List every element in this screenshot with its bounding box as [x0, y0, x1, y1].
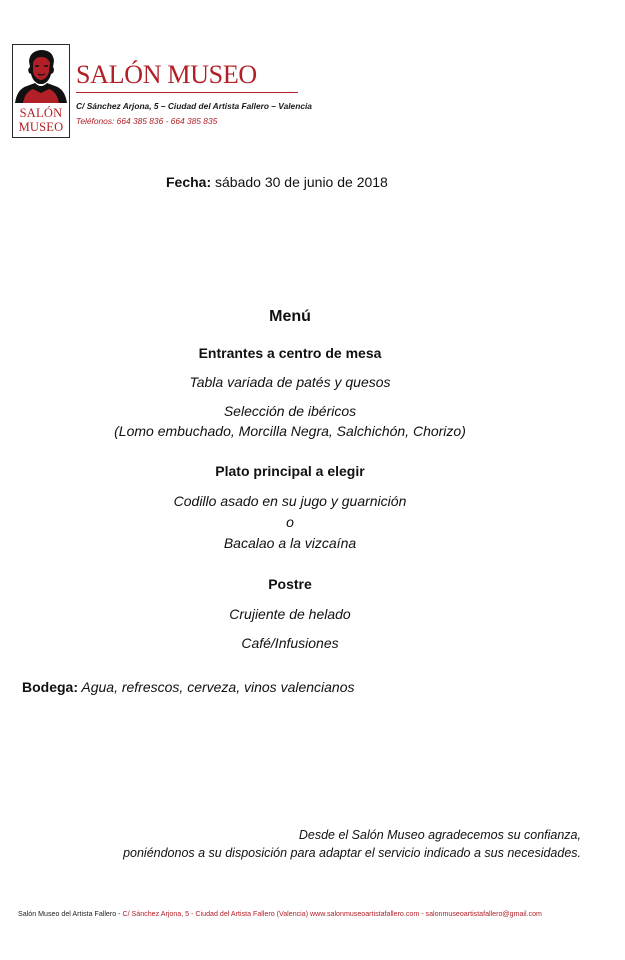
bodega-label: Bodega: [22, 679, 78, 695]
logo-text-line1: SALÓN [19, 106, 63, 120]
thanks-line-2: poniéndonos a su disposición para adaptar el servicio indicado a sus necesidades. [123, 846, 581, 860]
logo [12, 44, 70, 138]
postre-heading: Postre [268, 576, 312, 592]
thanks-line-1: Desde el Salón Museo agradecemos su confianza, [298, 828, 581, 842]
brand-address: C/ Sánchez Arjona, 5 – Ciudad del Artista Fallero – Valencia [76, 101, 312, 111]
menu-title: Menú [269, 308, 311, 325]
postre-item-1: Crujiente de helado [229, 606, 351, 622]
date-value: sábado 30 de junio de 2018 [211, 174, 388, 190]
brand-phones: Teléfonos: 664 385 836 - 664 385 835 [76, 116, 218, 126]
logo-text-line2: MUSEO [18, 120, 64, 134]
entrantes-item-2: Selección de ibéricos [223, 403, 357, 419]
date-label: Fecha: [166, 174, 212, 190]
footer-name: Salón Museo del Artista Fallero - [18, 910, 123, 918]
principal-option-2: Bacalao a la vizcaína [223, 535, 357, 551]
entrantes-item-2-detail: (Lomo embuchado, Morcilla Negra, Salchichón, Chorizo) [114, 423, 466, 439]
bust-logo-icon [13, 45, 69, 103]
principal-option-1: Codillo asado en su jugo y guarnición [173, 493, 407, 509]
postre-item-2: Café/Infusiones [241, 635, 339, 651]
brand-divider [76, 92, 298, 93]
principal-separator: o [286, 514, 294, 530]
bodega-line [22, 679, 355, 695]
brand-title: SALÓN MUSEO [76, 60, 257, 89]
principal-heading: Plato principal a elegir [215, 463, 365, 479]
date-line [166, 174, 388, 190]
entrantes-item-1: Tabla variada de patés y quesos [189, 374, 391, 390]
bodega-value: Agua, refrescos, cerveza, vinos valencianos [78, 679, 355, 695]
footer [18, 910, 542, 918]
footer-details: C/ Sánchez Arjona, 5 - Ciudad del Artista Fallero (Valencia) www.salonmuseoartistafallero.com - salonmuseoartistafallero@gmail.com [122, 910, 542, 918]
entrantes-heading: Entrantes a centro de mesa [198, 345, 382, 361]
